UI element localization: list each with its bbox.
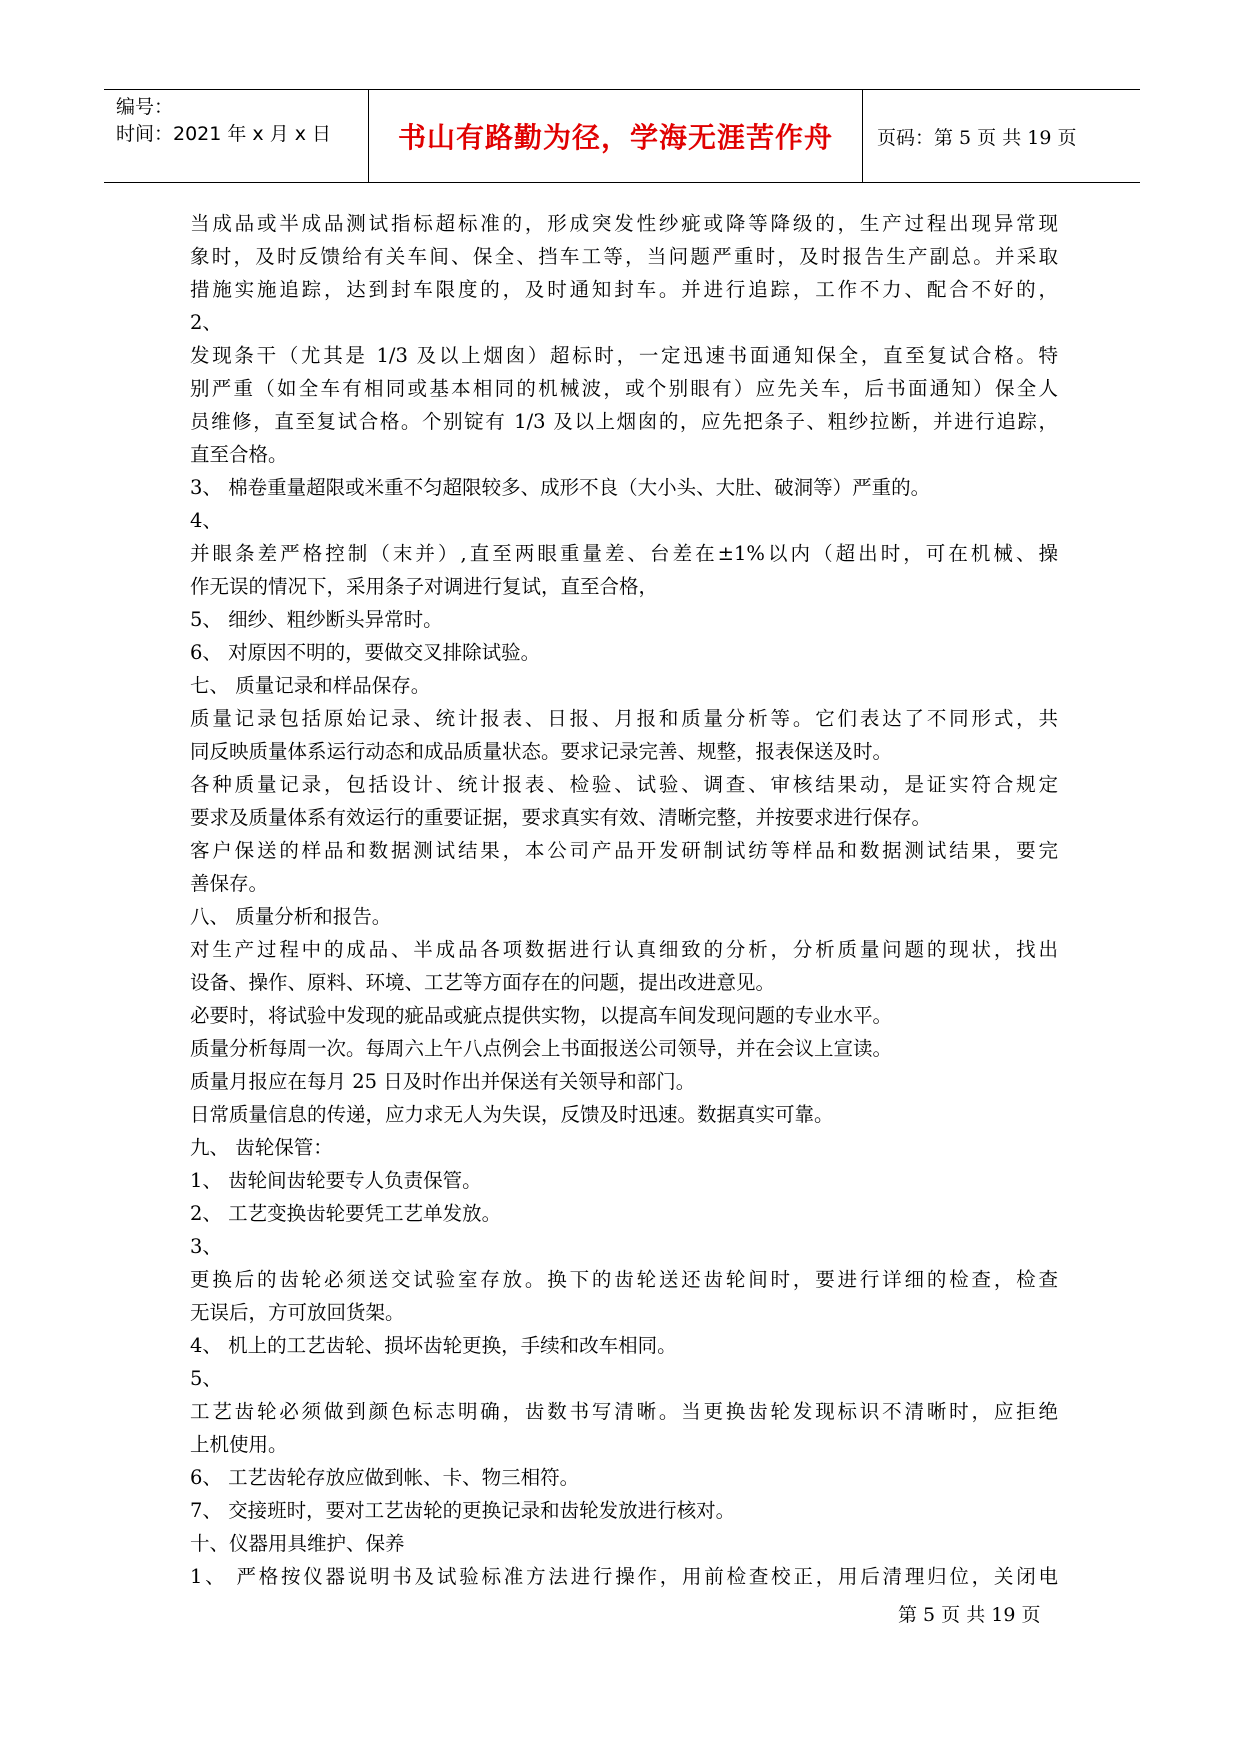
text-line: 别严重（如全车有相同或基本相同的机械波，或个别眼有）应先关车，后书面通知）保全人: [190, 377, 1058, 400]
text-line: 质量月报应在每月 25 日及时作出并保送有关领导和部门。: [190, 1070, 696, 1093]
text-line: 4、: [190, 509, 222, 532]
text-line: 工艺齿轮必须做到颜色标志明确，齿数书写清晰。当更换齿轮发现标识不清晰时，应拒绝: [190, 1400, 1058, 1423]
text-line: 发现条干（尤其是 1/3 及以上烟囱）超标时，一定迅速书面通知保全，直至复试合格。特: [190, 344, 1058, 367]
text-line: 当成品或半成品测试指标超标准的，形成突发性纱疵或降等降级的，生产过程出现异常现: [190, 212, 1058, 235]
text-line: 善保存。: [190, 872, 269, 895]
text-line: 措施实施追踪，达到封车限度的，及时通知封车。并进行追踪，工作不力、配合不好的，: [190, 278, 1058, 301]
header-motto: 书山有路勤为径，学海无涯苦作舟: [397, 121, 833, 154]
text-line: 八、 质量分析和报告。: [190, 905, 392, 928]
text-line: 1、 严格按仪器说明书及试验标准方法进行操作，用前检查校正，用后清理归位，关闭电: [190, 1565, 1058, 1588]
text-line: 质量记录包括原始记录、统计报表、日报、月报和质量分析等。它们表达了不同形式，共: [190, 707, 1058, 730]
text-line: 员维修，直至复试合格。个别锭有 1/3 及以上烟囱的，应先把条子、粗纱拉断，并进行追踪，: [190, 410, 1058, 433]
text-line: 对生产过程中的成品、半成品各项数据进行认真细致的分析，分析质量问题的现状，找出: [190, 938, 1058, 961]
text-line: 象时，及时反馈给有关车间、保全、挡车工等，当问题严重时，及时报告生产副总。并采取: [190, 245, 1058, 268]
text-line: 3、: [190, 1235, 222, 1258]
document-body: [190, 207, 1058, 1593]
page-footer: 第 5 页 共 19 页: [898, 1604, 1041, 1626]
text-line: 九、 齿轮保管：: [190, 1136, 333, 1159]
text-line: 并眼条差严格控制（末并）,直至两眼重量差、台差在±1%以内（超出时，可在机械、操: [190, 542, 1058, 565]
header-middle-cell: [368, 90, 863, 182]
header-right-cell: [863, 90, 1140, 182]
text-line: 作无误的情况下，采用条子对调进行复试，直至合格，: [190, 575, 659, 598]
text-line: 更换后的齿轮必须送交试验室存放。换下的齿轮送还齿轮间时，要进行详细的检查，检查: [190, 1268, 1058, 1291]
text-line: 日常质量信息的传递，应力求无人为失误，反馈及时迅速。数据真实可靠。: [190, 1103, 834, 1126]
text-line: 设备、操作、原料、环境、工艺等方面存在的问题，提出改进意见。: [190, 971, 776, 994]
document-header: [104, 89, 1140, 183]
text-line: 要求及质量体系有效运行的重要证据，要求真实有效、清晰完整，并按要求进行保存。: [190, 806, 932, 829]
text-line: 7、 交接班时，要对工艺齿轮的更换记录和齿轮发放进行核对。: [190, 1499, 736, 1522]
text-line: 直至合格。: [190, 443, 288, 466]
text-line: 6、 工艺齿轮存放应做到帐、卡、物三相符。: [190, 1466, 580, 1489]
text-line: 客户保送的样品和数据测试结果，本公司产品开发研制试纺等样品和数据测试结果，要完: [190, 839, 1058, 862]
document-time-label: 时间：2021 年 x 月 x 日: [116, 123, 332, 145]
text-line: 2、 工艺变换齿轮要凭工艺单发放。: [190, 1202, 502, 1225]
text-line: 无误后，方可放回货架。: [190, 1301, 405, 1324]
text-line: 必要时，将试验中发现的疵品或疵点提供实物，以提高车间发现问题的专业水平。: [190, 1004, 893, 1027]
text-line: 6、 对原因不明的，要做交叉排除试验。: [190, 641, 541, 664]
document-number-label: 编号：: [116, 96, 174, 118]
text-line: 十、仪器用具维护、保养: [190, 1532, 405, 1555]
header-page-info: 页码：第 5 页 共 19 页: [877, 127, 1077, 149]
text-line: 4、 机上的工艺齿轮、损坏齿轮更换，手续和改车相同。: [190, 1334, 677, 1357]
text-line: 同反映质量体系运行动态和成品质量状态。要求记录完善、规整，报表保送及时。: [190, 740, 893, 763]
text-line: 上机使用。: [190, 1433, 288, 1456]
text-line: 质量分析每周一次。每周六上午八点例会上书面报送公司领导，并在会议上宣读。: [190, 1037, 893, 1060]
text-line: 各种质量记录，包括设计、统计报表、检验、试验、调查、审核结果动，是证实符合规定: [190, 773, 1058, 796]
text-line: 七、 质量记录和样品保存。: [190, 674, 431, 697]
text-line: 5、 细纱、粗纱断头异常时。: [190, 608, 443, 631]
text-line: 1、 齿轮间齿轮要专人负责保管。: [190, 1169, 482, 1192]
text-line: 3、 棉卷重量超限或米重不匀超限较多、成形不良（大小头、大肚、破洞等）严重的。: [190, 476, 931, 499]
header-left-cell: [104, 90, 368, 182]
text-line: 5、: [190, 1367, 222, 1390]
text-line: 2、: [190, 311, 222, 334]
